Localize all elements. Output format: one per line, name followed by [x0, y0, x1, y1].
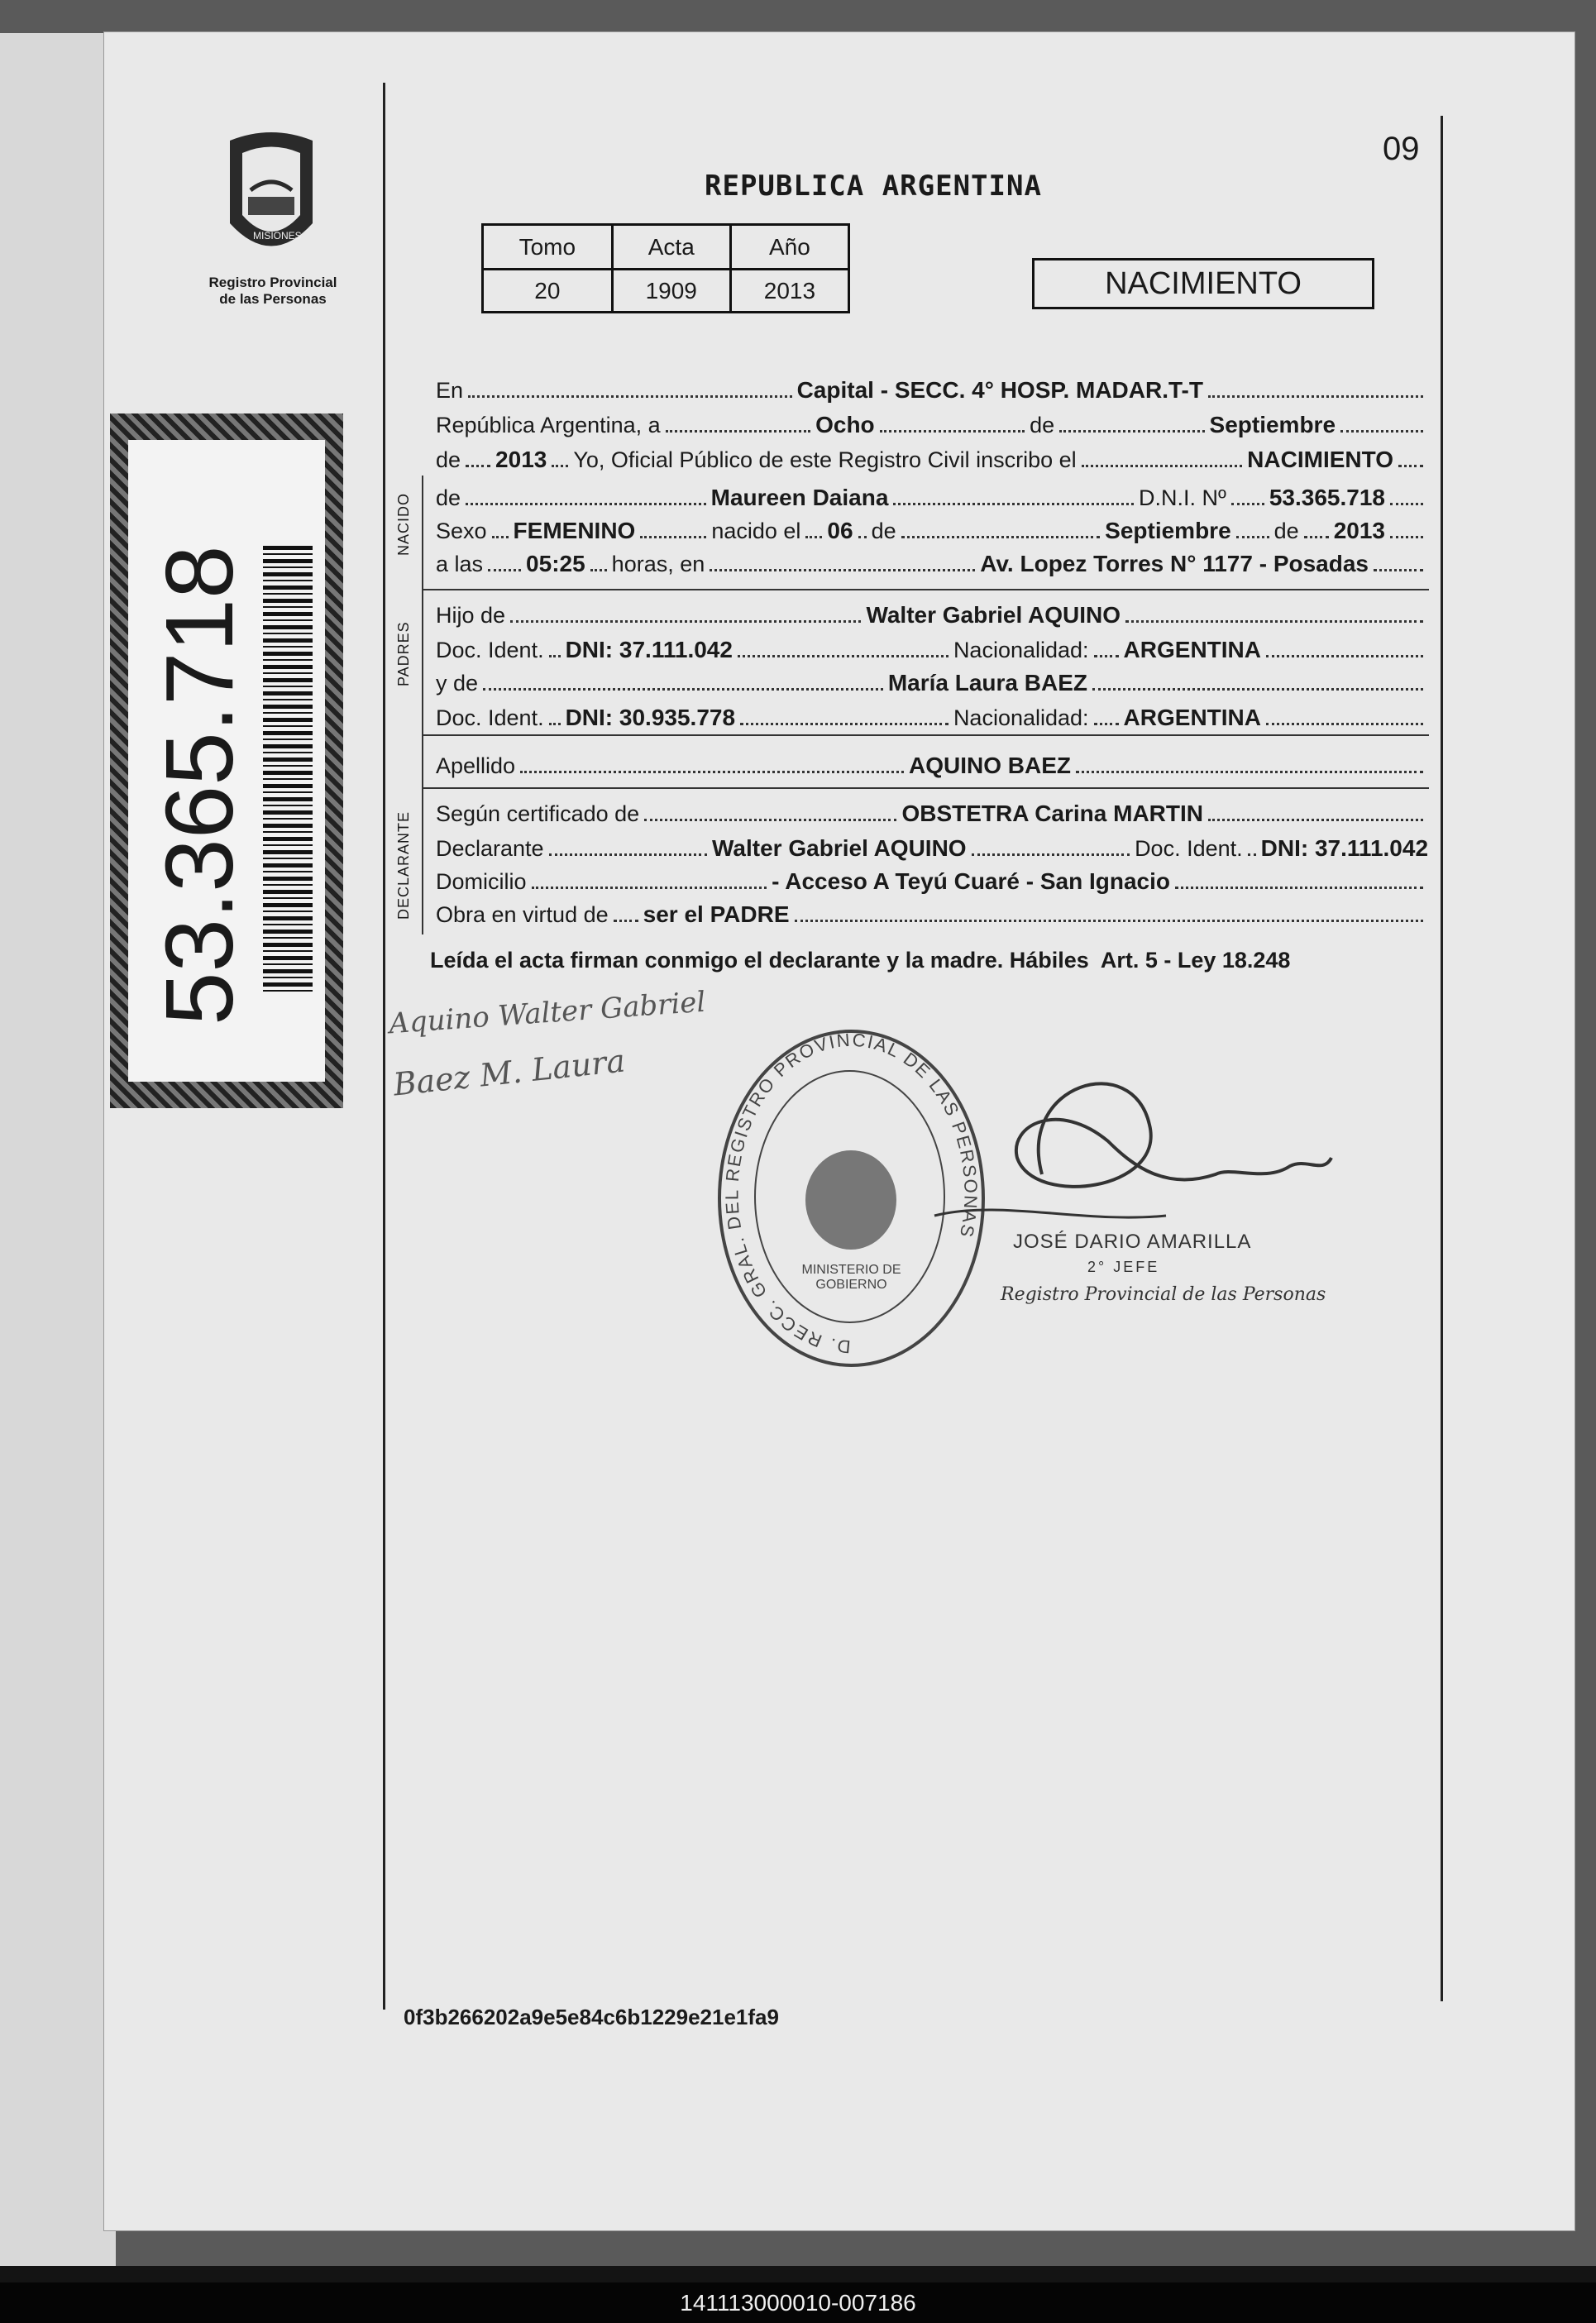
mother-doc-label: Doc. Ident.	[436, 705, 544, 730]
register-header-tomo: Tomo	[483, 225, 613, 270]
id-number: 53.365.718	[146, 545, 253, 1025]
register-table	[481, 223, 850, 313]
father-doc-value: DNI: 37.111.042	[565, 637, 733, 662]
birth-month-value: Septiembre	[1105, 518, 1231, 543]
month-value: Septiembre	[1209, 412, 1336, 437]
birth-day-value: 06	[827, 518, 853, 543]
scan-code: 141113000010-007186	[0, 2282, 1596, 2323]
declarante-label: Declarante	[436, 836, 544, 861]
en-value: Capital - SECC. 4° HOSP. MADAR.T-T	[796, 377, 1203, 403]
register-value-tomo: 20	[483, 270, 613, 313]
certificado-value: OBSTETRA Carina MARTIN	[901, 801, 1203, 826]
section-label-padres: PADRES	[395, 621, 412, 686]
obra-value: ser el PADRE	[643, 901, 790, 927]
signature-mother: Baez M. Laura	[391, 1042, 627, 1103]
register-header-acta: Acta	[612, 225, 730, 270]
left-margin-rule	[383, 83, 385, 2010]
year-value: 2013	[495, 447, 547, 472]
de2-label: de	[436, 447, 461, 472]
apellido-value: AQUINO BAEZ	[909, 753, 1071, 778]
republica-label: República Argentina, a	[436, 413, 661, 437]
nacido-block	[436, 478, 1428, 577]
sexo-value: FEMENINO	[513, 518, 636, 543]
page-number: 09	[1383, 131, 1420, 167]
birth-hour-value: 05:25	[526, 551, 585, 576]
de-label: de	[1030, 413, 1055, 437]
registry-caption-line1: Registro Provincial	[208, 275, 337, 290]
separator-3	[422, 787, 1429, 789]
dni-label: D.N.I. Nº	[1138, 485, 1226, 510]
right-margin-rule	[1441, 116, 1443, 2001]
birth-year-value: 2013	[1333, 518, 1385, 543]
hijo-de-label: Hijo de	[436, 603, 506, 628]
obra-label: Obra en virtud de	[436, 902, 609, 927]
closing-law: Art. 5 - Ley 18.248	[1100, 948, 1291, 973]
stamp-ring-textpath: D. RECC. GRAL. DEL REGISTRO PROVINCIAL DE LAS PERSONAS	[721, 1033, 982, 1358]
register-header-anio: Año	[730, 225, 848, 270]
birth-de2-label: de	[1273, 519, 1299, 543]
birth-de-label: de	[871, 519, 896, 543]
en-label: En	[436, 378, 464, 403]
intro-block	[436, 364, 1428, 473]
separator-2	[422, 734, 1429, 736]
declarante-block	[436, 792, 1428, 928]
declarante-value: Walter Gabriel AQUINO	[712, 835, 967, 861]
province-seal-icon	[205, 124, 337, 273]
section-rule	[422, 476, 423, 934]
father-name-value: Walter Gabriel AQUINO	[866, 602, 1121, 628]
closing-text: Leída el acta firman conmigo el declarante y la madre. Hábiles	[430, 948, 1089, 973]
official-org: Registro Provincial de las Personas	[1001, 1284, 1326, 1305]
y-de-label: y de	[436, 671, 479, 695]
id-strip	[110, 413, 343, 1108]
hash-code: 0f3b266202a9e5e84c6b1229e21e1fa9	[404, 2005, 779, 2029]
section-label-nacido: NACIDO	[395, 492, 412, 556]
registry-caption	[186, 275, 360, 308]
alas-label: a las	[436, 552, 484, 576]
act-type-box: NACIMIENTO	[1032, 258, 1374, 309]
father-doc-label: Doc. Ident.	[436, 638, 544, 662]
day-value: Ocho	[815, 412, 875, 437]
apellido-label: Apellido	[436, 753, 516, 778]
registry-logo	[205, 124, 337, 273]
closing-statement	[430, 948, 1290, 973]
header-title: REPUBLICA ARGENTINA	[705, 170, 1042, 203]
seal-text: MISIONES	[253, 230, 302, 241]
register-value-acta: 1909	[612, 270, 730, 313]
nacido-el-label: nacido el	[711, 519, 801, 543]
stamp-inner-text: MINISTERIO DE GOBIERNO	[801, 1263, 901, 1292]
domicilio-label: Domicilio	[436, 869, 527, 894]
oficial-text: Yo, Oficial Público de este Registro Civil inscribo el	[573, 447, 1077, 472]
child-dni-value: 53.365.718	[1269, 485, 1385, 510]
mother-doc-value: DNI: 30.935.778	[565, 705, 736, 730]
declarante-doc-label: Doc. Ident.	[1135, 836, 1243, 861]
mother-nac-label: Nacionalidad:	[953, 705, 1089, 730]
register-value-anio: 2013	[730, 270, 848, 313]
signature-father: Aquino Walter Gabriel	[388, 985, 707, 1041]
nacido-de-label: de	[436, 485, 461, 510]
official-role: 2° JEFE	[1087, 1259, 1160, 1275]
child-name-value: Maureen Daiana	[710, 485, 889, 510]
registry-caption-line2: de las Personas	[219, 291, 327, 307]
mother-nac-value: ARGENTINA	[1123, 705, 1261, 730]
apellido-block	[436, 741, 1428, 779]
horas-label: horas, en	[611, 552, 705, 576]
mother-name-value: María Laura BAEZ	[887, 670, 1087, 695]
father-nac-label: Nacionalidad:	[953, 638, 1089, 662]
barcode-icon	[263, 546, 313, 992]
left-page-edge	[0, 33, 116, 2266]
stamp-emblem-icon	[805, 1150, 896, 1250]
sexo-label: Sexo	[436, 519, 487, 543]
official-name: JOSÉ DARIO AMARILLA	[1013, 1231, 1252, 1253]
section-label-declarante: DECLARANTE	[395, 810, 412, 920]
separator-1	[422, 589, 1429, 590]
declarante-doc-value: DNI: 37.111.042	[1260, 835, 1429, 861]
id-number-wrap	[110, 413, 259, 1108]
certificado-label: Según certificado de	[436, 801, 640, 826]
domicilio-value: - Acceso A Teyú Cuaré - San Ignacio	[772, 868, 1170, 894]
padres-block	[436, 594, 1428, 731]
act-value: NACIMIENTO	[1247, 447, 1393, 472]
birth-place-value: Av. Lopez Torres N° 1177 - Posadas	[980, 551, 1369, 576]
father-nac-value: ARGENTINA	[1123, 637, 1261, 662]
